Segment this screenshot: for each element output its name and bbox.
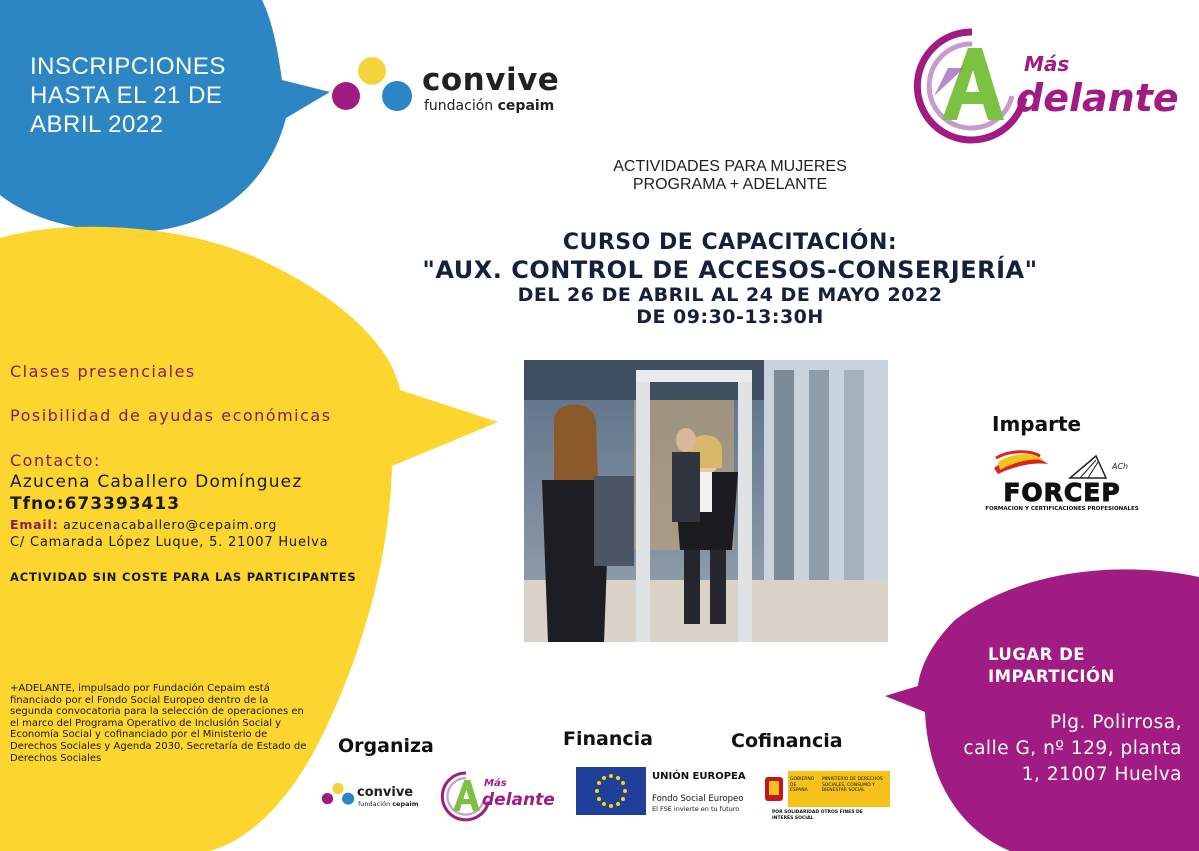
convive-logo-foundation <box>424 98 554 114</box>
security-photo-illustration <box>524 360 888 642</box>
forcep-name: FORCEP <box>1003 478 1121 507</box>
convive-logo-small <box>321 782 431 812</box>
organiza-label: Organiza <box>338 735 434 757</box>
location-heading-2: IMPARTICIÓN <box>988 667 1115 686</box>
contact-name: Azucena Caballero Domínguez <box>10 472 303 492</box>
convive-dots-small-icon <box>321 782 355 808</box>
convive-logo-foundation-prefix: fundación <box>424 98 494 114</box>
contact-address: C/ Camarada López Luque, 5. 21007 Huelva <box>10 535 329 550</box>
eu-title: UNIÓN EUROPEA <box>652 771 746 782</box>
course-dates: DEL 26 DE ABRIL AL 24 DE MAYO 2022 <box>517 284 943 306</box>
mas-adelante-bottom-word: delante <box>1016 76 1179 120</box>
program-line: PROGRAMA + ADELANTE <box>632 176 828 193</box>
course-name: "AUX. CONTROL DE ACCESOS-CONSERJERÍA" <box>422 256 1038 284</box>
forcep-logo <box>984 448 1140 518</box>
security-checkpoint-photo <box>524 360 888 642</box>
location-line-2: calle G, nº 129, planta <box>963 738 1182 759</box>
mas-small-top-word: Más <box>484 778 507 789</box>
registration-deadline <box>30 52 260 139</box>
financia-label: Financia <box>563 728 653 750</box>
course-title: CURSO DE CAPACITACIÓN: <box>562 230 898 255</box>
location-address <box>930 710 1182 788</box>
mas-adelante-logo-small <box>440 770 555 822</box>
convive-small-name: convive <box>357 785 414 800</box>
aid-info: Posibilidad de ayudas económicas <box>10 406 332 425</box>
convive-small-foundation-prefix: fundación <box>358 800 391 808</box>
forcep-mark: ACh <box>1112 462 1129 471</box>
no-cost-notice: ACTIVIDAD SIN COSTE PARA LAS PARTICIPANTES <box>10 570 357 584</box>
convive-small-foundation-name: cepaim <box>392 800 419 808</box>
mas-adelante-emblem-icon <box>912 26 1032 144</box>
location-heading-1: LUGAR DE <box>988 645 1086 664</box>
contact-phone: Tfno:673393413 <box>10 494 181 514</box>
eu-logo <box>576 767 746 817</box>
registration-line-3: ABRIL 2022 <box>30 111 164 138</box>
contact-heading: Contacto: <box>10 451 101 470</box>
cofinancia-label: Cofinancia <box>731 730 843 752</box>
legal-text: +ADELANTE, impulsado por Fundación Cepaim está financiado por el Fondo Social Europeo dentro de la segunda convocatoria para la selección de operaciones en el marco del Programa Operativo de Inclusión Social y Economía Social y cofinanciado por el Ministerio de Derechos Sociales y Agenda 2030, Secretaría de Estado de Derechos Sociales <box>10 683 307 764</box>
classes-info: Clases presenciales <box>10 362 196 381</box>
contact-email <box>10 517 277 532</box>
convive-dots-icon <box>330 56 414 118</box>
convive-logo <box>330 56 590 122</box>
gobierno-line-1: GOBIERNO DE ESPAÑA <box>790 777 815 793</box>
mas-adelante-logo <box>912 26 1182 144</box>
course-hours: DE 09:30-13:30H <box>636 306 824 328</box>
convive-logo-name: convive <box>422 62 560 98</box>
location-heading <box>988 644 1158 688</box>
location-line-3: 1, 21007 Huelva <box>1021 764 1182 785</box>
email-label: Email: <box>10 517 59 532</box>
gobierno-logo <box>760 771 890 825</box>
registration-line-1: INSCRIPCIONES <box>30 53 226 80</box>
convive-logo-foundation-name: cepaim <box>497 98 555 114</box>
convive-small-foundation <box>358 800 419 808</box>
mas-adelante-top-word: Más <box>1024 52 1070 76</box>
location-line-1: Plg. Polirrosa, <box>1049 712 1182 733</box>
eu-subtitle-2: El FSE invierte en tu futuro <box>652 805 740 813</box>
forcep-tagline: FORMACION Y CERTIFICACIONES PROFESIONALES <box>985 506 1139 512</box>
eu-flag-icon <box>576 767 646 815</box>
course-info <box>330 230 1130 328</box>
gobierno-line-2: MINISTERIO DE DERECHOS SOCIALES, CONSUMO Y BIENESTAR SOCIAL <box>822 777 883 793</box>
eu-subtitle-1: Fondo Social Europeo <box>652 794 744 804</box>
registration-line-2: HASTA EL 21 DE <box>30 82 223 109</box>
activities-line: ACTIVIDADES PARA MUJERES <box>613 158 847 175</box>
program-header <box>480 158 980 194</box>
email-address: azucenacaballero@cepaim.org <box>63 517 278 532</box>
gobierno-line-3: POR SOLIDARIDAD OTROS FINES DE INTERÉS SOCIAL <box>772 810 863 821</box>
mas-small-bottom-word: delante <box>482 790 555 810</box>
imparte-label: Imparte <box>992 412 1082 436</box>
